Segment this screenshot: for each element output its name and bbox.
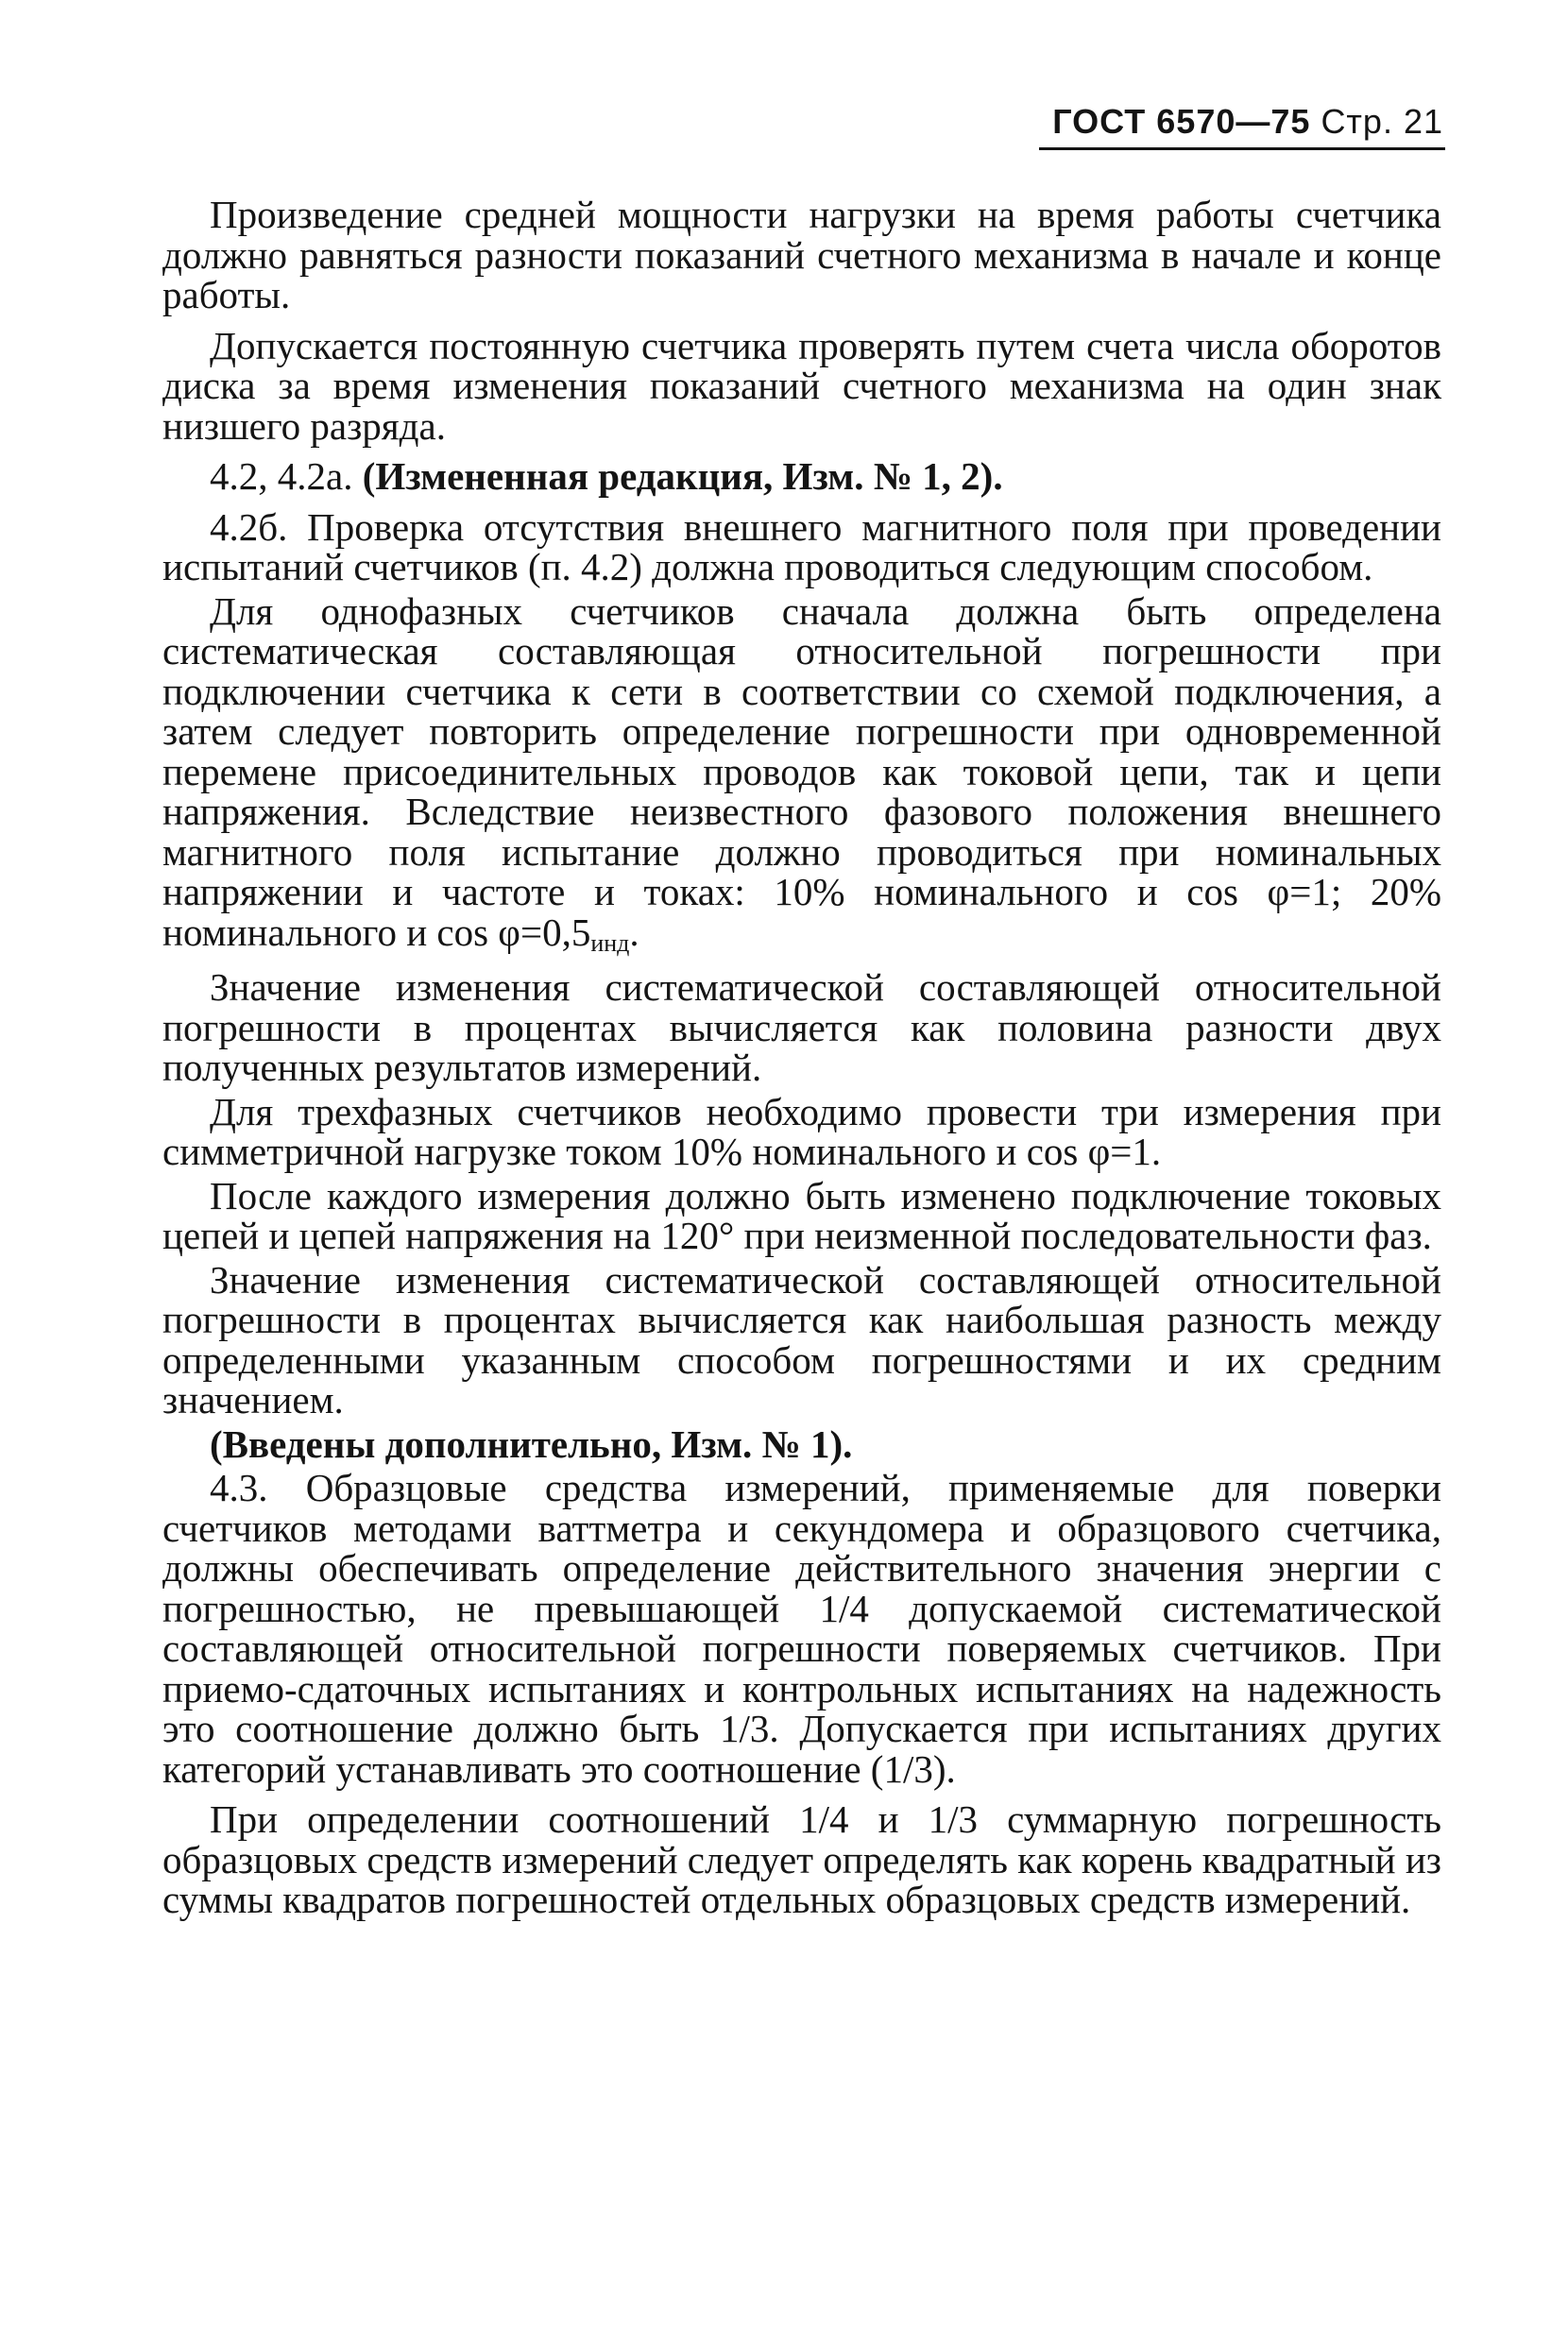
paragraph-4-3: 4.3. Образцовые средства измерений, применяемые для поверки счетчиков методами ваттметра и секундомера и образцового счетчика, должны обеспечивать определение действительного значения энергии с погрешностью, не превышающей 1/4 допускаемой систематической составляющей относительной погрешности поверяемых счетчиков. При приемо-сдаточных испытаниях и контрольных испытаниях на надежность это соотношение должно быть 1/3. Допускается при испытаниях других категорий устанавливать это соотношение (1/3). (162, 1466, 1441, 1791)
document-body (162, 195, 1441, 1931)
paragraph-2: Допускается постоянную счетчика проверять путем счета числа оборотов диска за время изменения показаний счетного механизма на один знак низшего разряда. (162, 323, 1441, 448)
single-phase-text: Для однофазных счетчиков сначала должна быть определена систематическая составляющая относительной погрешности при подключении счетчика к сети в соответствии со схемой подключения, а затем следует повторить определение погрешности при одновременной перемене присоединительных проводов как токовой цепи, так и цепи напряжения. Вследствие неизвестного фазового положения внешнего магнитного поля испытание должно проводиться при номинальных напряжении и частоте и токах: 10% номинального и cos φ=1; 20% номинального и cos φ=0,5 (162, 588, 1441, 954)
paragraph-three-phase: Для трехфазных счетчиков необходимо провести три измерения при симметричной нагрузке током 10% номинального и cos φ=1. (162, 1089, 1441, 1173)
amendment-note-1 (162, 456, 1441, 497)
paragraph-rotation: После каждого измерения должно быть изменено подключение токовых цепей и цепей напряжения на 120° при неизменной последовательности фаз. (162, 1173, 1441, 1257)
paragraph-single-phase (162, 588, 1441, 964)
subscript-ind: инд (590, 928, 630, 957)
amendment-note-2: (Введены дополнительно, Изм. № 1). (210, 1421, 853, 1466)
paragraph-1: Произведение средней мощности нагрузки на время работы счетчика должно равняться разности показаний счетного механизма в начале и конце работы. (162, 193, 1441, 316)
standard-number: ГОСТ 6570—75 (1052, 102, 1311, 141)
paragraph-max-difference: Значение изменения систематической составляющей относительной погрешности в процентах вычисляется как наибольшая разность между определенными указанным способом погрешностями и их средним значением. (162, 1257, 1441, 1421)
header-rule (1039, 147, 1445, 150)
page-number: Стр. 21 (1321, 102, 1443, 141)
clause-reference: 4.2, 4.2а. (210, 454, 353, 498)
page-header (1047, 102, 1443, 142)
paragraph-ratio: При определении соотношений 1/4 и 1/3 суммарную погрешность образцовых средств измерений следует определять как корень квадратный из суммы квадратов погрешностей отдельных образцовых средств измерений. (162, 1797, 1441, 1921)
paragraph-half-difference: Значение изменения систематической составляющей относительной погрешности в процентах вычисляется как половина разности двух полученных результатов измерений. (162, 965, 1441, 1089)
single-phase-end: . (629, 910, 639, 954)
paragraph-4-2b: 4.2б. Проверка отсутствия внешнего магнитного поля при проведении испытаний счетчиков (п. 4.2) должна проводиться следующим способом. (162, 504, 1441, 588)
amendment-note-text: (Измененная редакция, Изм. № 1, 2). (362, 454, 1003, 498)
